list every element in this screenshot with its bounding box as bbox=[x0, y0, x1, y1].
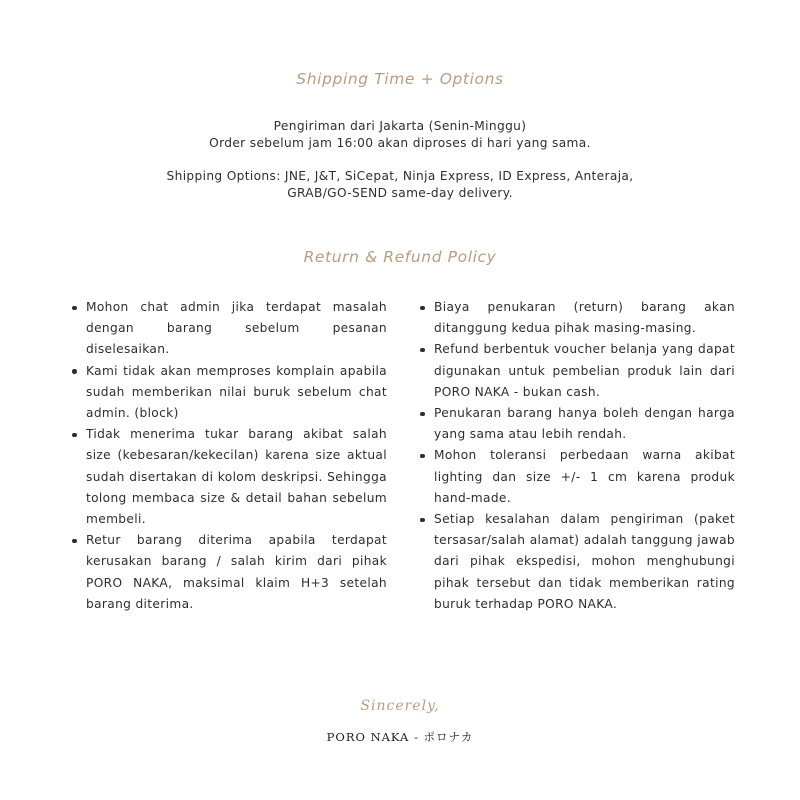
shipping-heading: Shipping Time + Options bbox=[296, 70, 504, 88]
policy-item bbox=[69, 530, 387, 615]
policy-item bbox=[69, 424, 387, 530]
policy-item bbox=[417, 297, 735, 339]
policy-item-text: Penukaran barang hanya boleh dengan harga yang sama atau lebih rendah. bbox=[434, 406, 735, 442]
shipping-origin-text bbox=[0, 118, 800, 152]
policy-item bbox=[417, 509, 735, 615]
shipping-origin-line: Order sebelum jam 16:00 akan diproses di hari yang sama. bbox=[209, 136, 591, 150]
policy-item-text: Kami tidak akan memproses komplain apabila sudah memberikan nilai buruk sebelum chat admin. (block) bbox=[86, 363, 387, 421]
shipping-options-line: Shipping Options: JNE, J&T, SiCepat, Ninja Express, ID Express, Anteraja, bbox=[166, 169, 634, 183]
bullet-icon bbox=[72, 539, 77, 544]
policy-item-text: Biaya penukaran (return) barang akan ditanggung kedua pihak masing-masing. bbox=[434, 300, 735, 336]
policy-item bbox=[69, 361, 387, 425]
policy-item-text: Mohon chat admin jika terdapat masalah dengan barang sebelum pesanan diselesaikan. bbox=[86, 300, 387, 357]
sign-off: Sincerely, bbox=[360, 698, 440, 714]
shipping-options-text bbox=[0, 168, 800, 202]
bullet-icon bbox=[72, 433, 77, 438]
policy-item-text: Refund berbentuk voucher belanja yang dapat digunakan untuk pembelian produk lain dari PORO NAKA - bukan cash. bbox=[434, 342, 735, 399]
policy-item-text: Setiap kesalahan dalam pengiriman (paket tersasar/salah alamat) adalah tanggung jawab dari pihak ekspedisi, mohon menghubungi pihak tersebut dan tidak memberikan rating buruk terhadap PORO NAKA. bbox=[434, 512, 735, 611]
bullet-icon bbox=[420, 518, 425, 523]
return-policy-heading: Return & Refund Policy bbox=[303, 248, 497, 266]
policy-item-text: Mohon toleransi perbedaan warna akibat lighting dan size +/- 1 cm karena produk hand-made. bbox=[434, 448, 735, 505]
policy-item bbox=[417, 445, 735, 509]
bullet-icon bbox=[420, 348, 425, 353]
policy-item bbox=[69, 297, 387, 361]
shipping-options-line: GRAB/GO-SEND same-day delivery. bbox=[287, 186, 513, 200]
bullet-icon bbox=[420, 454, 425, 459]
policy-item bbox=[417, 339, 735, 403]
policy-item bbox=[417, 403, 735, 445]
bullet-icon bbox=[72, 306, 77, 311]
brand-signature: PORO NAKA - ポロナカ bbox=[326, 730, 474, 744]
shipping-origin-line: Pengiriman dari Jakarta (Senin-Minggu) bbox=[273, 119, 527, 133]
policy-item-text: Tidak menerima tukar barang akibat salah size (kebesaran/kekecilan) karena size aktual sudah disertakan di kolom deskripsi. Sehingga tolong membaca size & detail bahan sebelum membeli. bbox=[86, 427, 387, 527]
bullet-icon bbox=[420, 306, 425, 311]
policy-item-text: Retur barang diterima apabila terdapat kerusakan barang / salah kirim dari pihak PORO NAKA, maksimal klaim H+3 setelah barang diterima. bbox=[86, 533, 387, 611]
policy-list-left bbox=[69, 297, 387, 615]
bullet-icon bbox=[420, 412, 425, 417]
policy-list-right bbox=[417, 297, 735, 615]
bullet-icon bbox=[72, 369, 77, 374]
